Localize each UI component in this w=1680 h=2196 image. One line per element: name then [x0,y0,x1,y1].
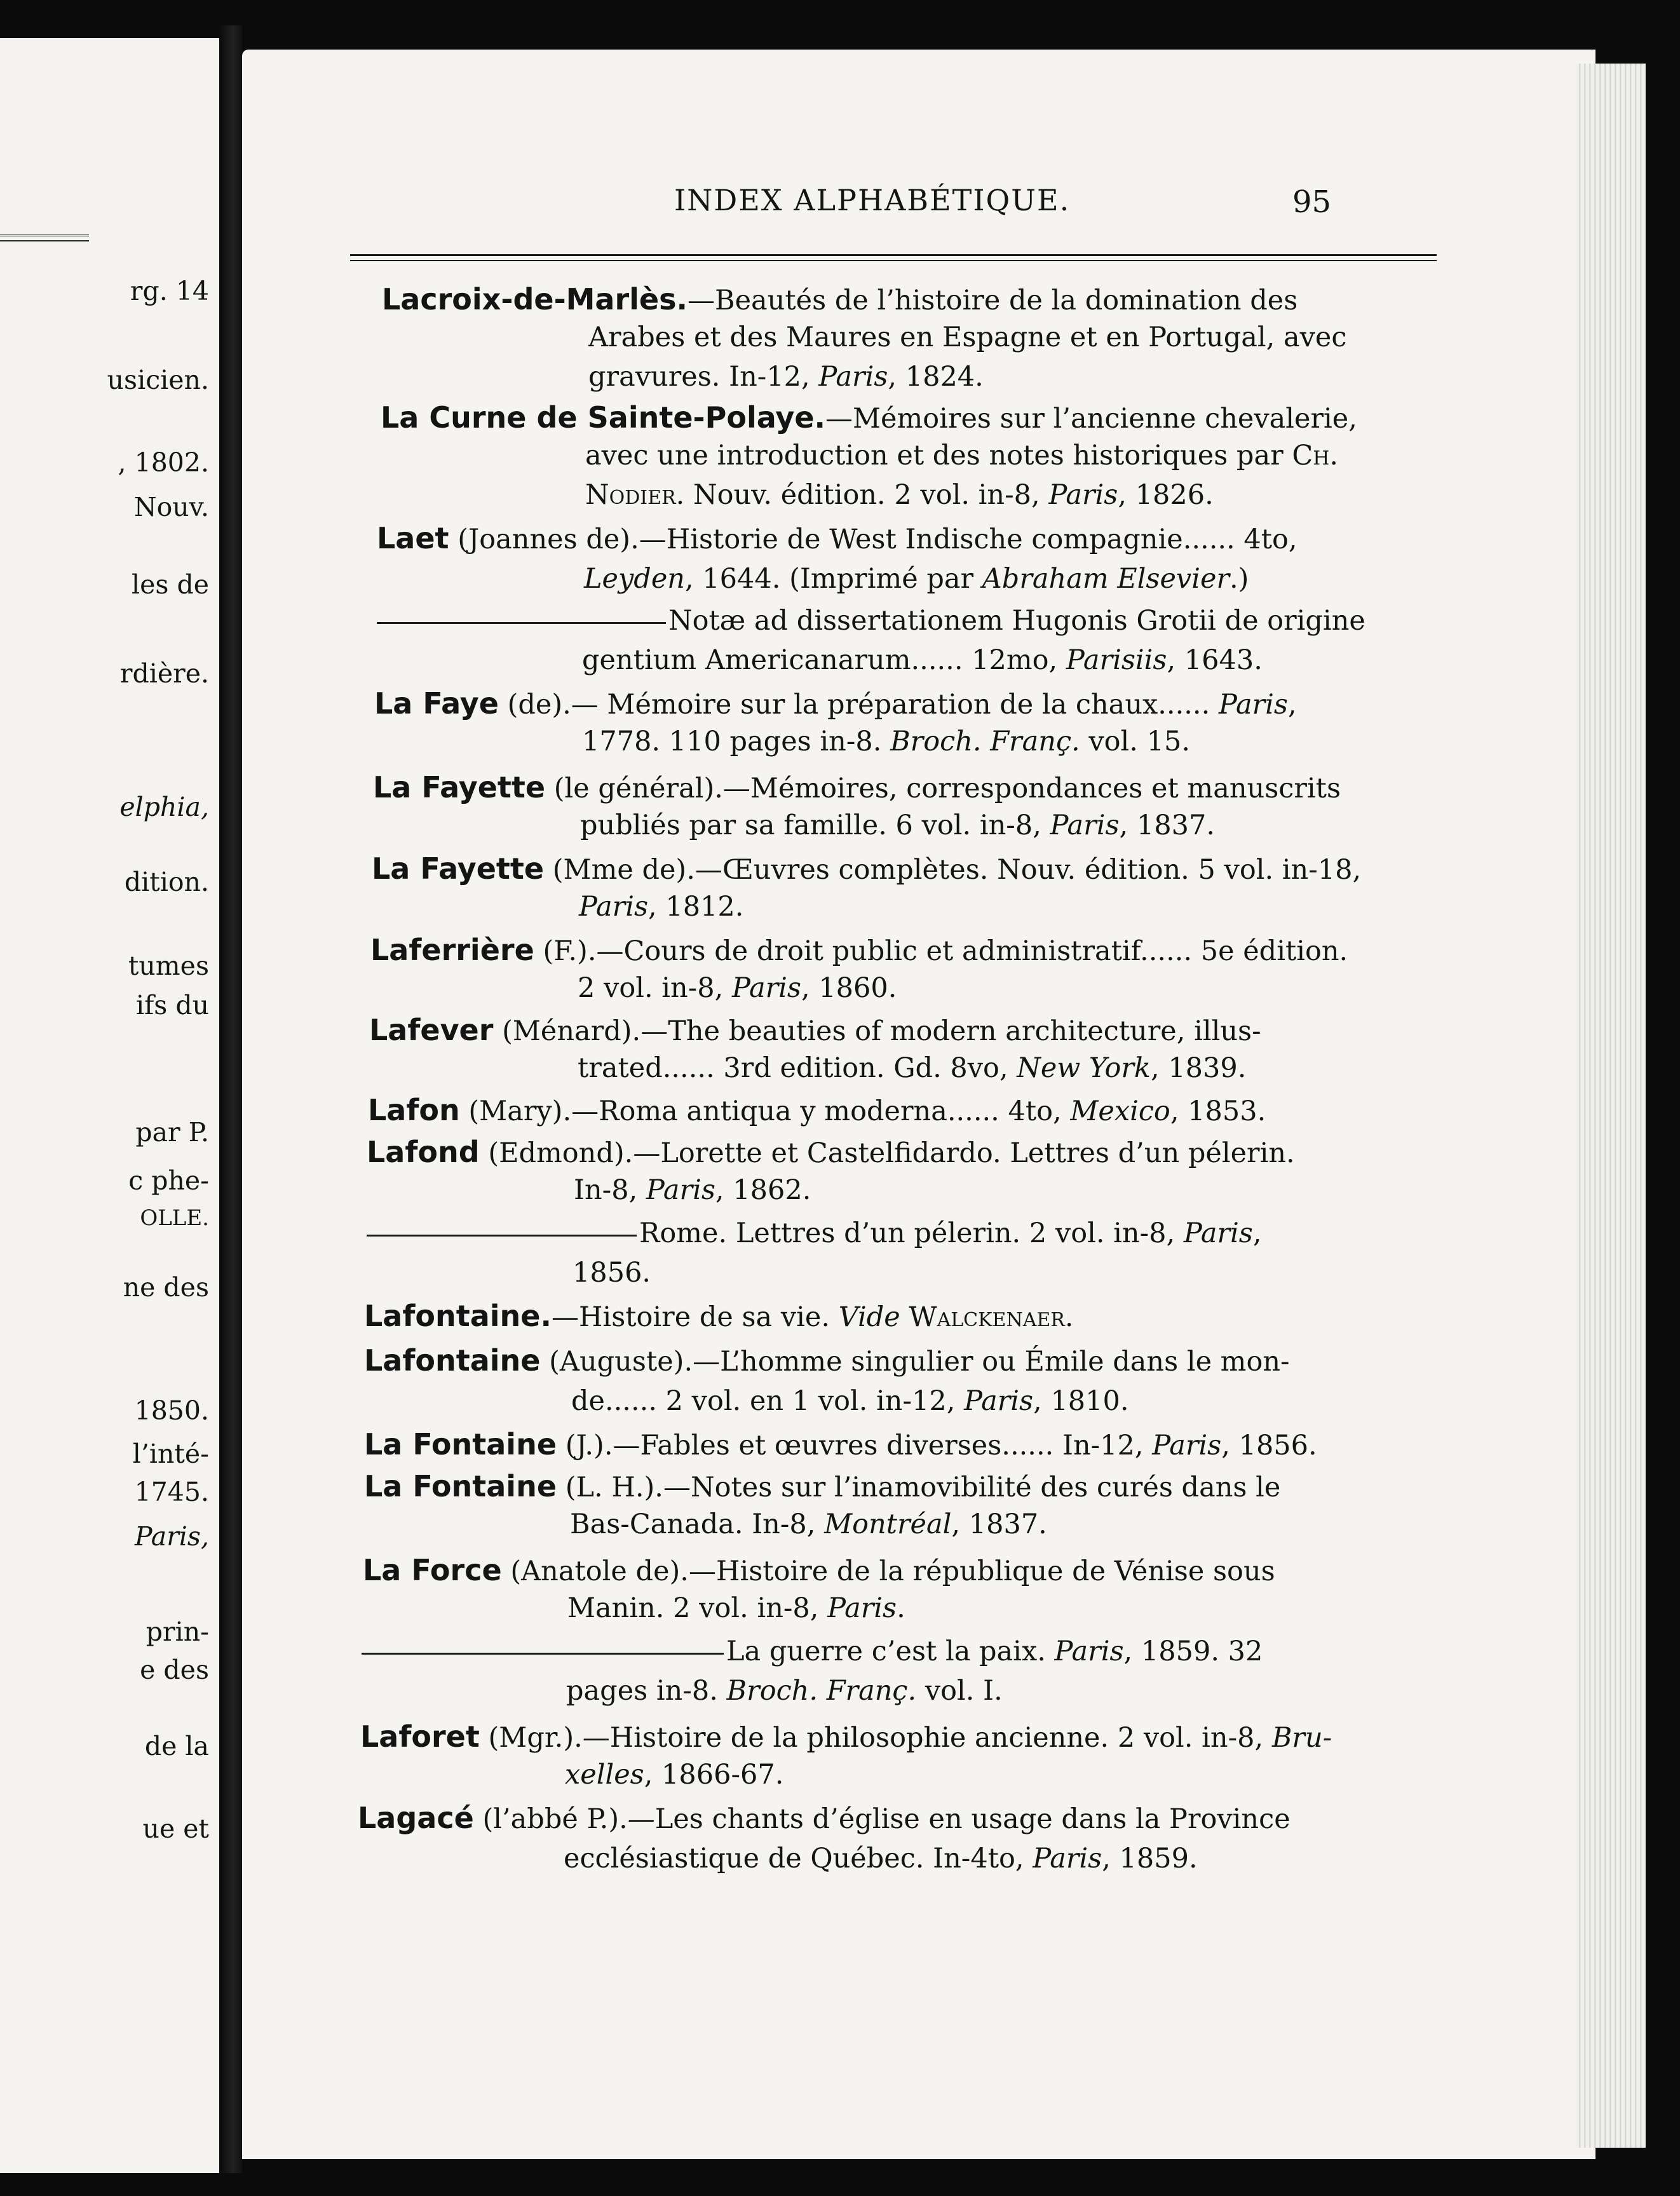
facing-page-text-fragment: les de [132,569,209,600]
running-title: INDEX ALPHABÉTIQUE. [674,183,1071,217]
entry-text: (Ménard).—The beauties of modern architecture, illus- [493,1015,1261,1047]
index-entry-line [369,1015,1261,1045]
entry-headword: Lafever [369,1013,494,1047]
facing-page-text-fragment: , 1802. [118,447,209,478]
entry-headword: La Fayette [372,851,545,886]
entry-place: Bru- [1271,1722,1332,1754]
entry-text: —Histoire de sa vie. [551,1301,839,1333]
entry-text: , 1826. [1118,479,1214,511]
facing-page-text-fragment: par P. [135,1117,209,1148]
index-entry-line [367,1137,1295,1167]
entry-place: Paris [646,1174,715,1206]
entry-headword: Lafon [368,1093,460,1127]
entry-headword: La Fayette [373,770,546,804]
index-entry-line [588,324,1346,351]
entry-author: Nodier [585,479,676,511]
entry-text: .) [1229,563,1249,595]
facing-page-text-fragment: Nouv. [133,492,209,522]
entry-headword: Laferrière [370,933,534,967]
index-entry-line [368,1095,1266,1125]
entry-text: pages in-8. [566,1675,727,1707]
book-gutter [219,25,242,2173]
index-entry-line [373,770,1341,804]
index-entry-line [566,1675,1003,1707]
entry-place: Paris [1218,689,1288,721]
index-entry-line [578,1052,1247,1084]
entry-text: , 1837. [951,1508,1047,1540]
index-entry-line [567,1592,905,1624]
index-entry-line [579,893,743,921]
ditto-rule [367,1235,637,1237]
facing-page-rule [0,234,89,241]
entry-series: Broch. Franç. [890,726,1080,757]
entry-text: —Beautés de l’histoire de la domination des [687,285,1298,316]
facing-page-text-fragment: prin- [146,1616,209,1647]
entry-place: Paris [964,1385,1034,1417]
entry-text: Notæ ad dissertationem Hugonis Grotii de origine [668,605,1365,637]
entry-text: , 1856. [1221,1430,1317,1461]
ditto-rule [362,1653,724,1655]
entry-text: de...... 2 vol. en 1 vol. in-12, [571,1385,965,1417]
entry-place: Paris [1183,1217,1253,1249]
entry-text: (Auguste).—L’homme singulier ou Émile dans le mon- [540,1346,1290,1378]
entry-text: , 1839. [1150,1052,1247,1084]
entry-text: 1778. 110 pages in-8. [582,726,891,757]
entry-text: Manin. 2 vol. in-8, [567,1592,828,1624]
entry-text: (F.).—Cours de droit public et administratif...... 5e édition. [534,935,1348,967]
index-entry-line [582,728,1190,756]
entry-text: . [897,1592,905,1624]
entry-text: , 1810. [1033,1385,1129,1417]
ditto-rule [377,622,666,624]
entry-place: Paris [1152,1430,1222,1461]
entry-text: , [1287,689,1297,721]
entry-text: (L. H.).—Notes sur l’inamovibilité des curés dans le [557,1472,1281,1503]
entry-headword: Lafond [367,1135,480,1169]
entry-text: gravures. In-12, [588,361,819,393]
entry-place: Paris [1050,810,1120,841]
entry-text-italic: Vide [838,1301,900,1333]
book-page [242,50,1595,2159]
entry-text: vol. I. [916,1675,1003,1707]
entry-text: (Mme de).—Œuvres complètes. Nouv. édition. 5 vol. in-18, [544,854,1362,886]
index-entry-line [364,1301,1074,1331]
index-entry-line [588,363,984,391]
entry-text: , 1824. [888,361,984,393]
index-entry-line [565,1761,783,1789]
facing-page-text-fragment: rg. 14 [130,276,209,306]
entry-place: Paris [818,361,888,393]
facing-page-text-fragment: tumes [128,951,209,981]
entry-text: 2 vol. in-8, [578,972,732,1004]
index-entry-line [572,1259,651,1287]
entry-text: Rome. Lettres d’un pélerin. 2 vol. in-8, [639,1217,1184,1249]
entry-place: Paris [1048,479,1118,511]
entry-headword: La Force [363,1553,502,1587]
facing-page-text-fragment: usicien. [107,365,209,395]
entry-place: Paris [731,972,801,1004]
entry-text: vol. 15. [1080,726,1191,757]
page-number: 95 [1292,184,1332,220]
entry-text: (le général).—Mémoires, correspondances et manuscrits [545,773,1341,804]
index-entry-line [360,1719,1332,1754]
entry-headword: La Fontaine [364,1469,557,1503]
entry-text: avec une introduction et des notes historiques par [585,440,1292,471]
index-entry-line [585,442,1338,470]
entry-text: (Joannes de).—Historie de West Indische compagnie...... 4to, [449,524,1297,555]
index-entry-line [364,1343,1290,1378]
index-entry-line [364,1427,1317,1461]
entry-text: gentium Americanarum...... 12mo, [582,644,1066,676]
entry-text: (Mary).—Roma antiqua y moderna...... 4to, [459,1095,1071,1127]
facing-page-text-fragment: rdière. [119,658,209,689]
index-entry-line [381,400,1357,435]
entry-text: , 1643. [1167,644,1263,676]
entry-headword: Laforet [360,1719,480,1754]
entry-headword: Lacroix-de-Marlès. [382,282,688,316]
entry-text: , 1644. (Imprimé par [684,563,982,595]
index-entry-line [585,479,1214,511]
facing-page-text-fragment: ifs du [135,990,209,1020]
entry-place: Parisiis [1066,644,1167,676]
entry-text: , 1859. 32 [1123,1636,1263,1667]
index-entry-line [564,1845,1198,1873]
entry-place: Mexico [1070,1095,1170,1127]
entry-text: , 1812. [648,891,744,923]
index-entry-line [571,1385,1129,1417]
index-entry-line [374,686,1297,721]
entry-text: La guerre c’est la paix. [726,1636,1055,1667]
index-entry-line [370,935,1348,965]
entry-headword: La Curne de Sainte-Polaye. [381,400,825,435]
entry-place: Paris [1054,1636,1124,1667]
entry-text: ecclésiastique de Québec. In-4to, [564,1843,1033,1874]
entry-headword: Laet [377,521,449,555]
entry-text: Bas-Canada. In-8, [570,1508,825,1540]
entry-text: , 1866-67. [644,1759,784,1791]
entry-text: (de).— Mémoire sur la préparation de la chaux...... [498,689,1219,721]
facing-page-text-fragment: Paris, [135,1521,209,1552]
entry-text: (Mgr.).—Histoire de la philosophie ancienne. 2 vol. in-8, [479,1722,1272,1754]
entry-place: Leyden [584,563,685,595]
entry-place: Paris [827,1592,897,1624]
entry-headword: La Fontaine [364,1427,557,1461]
facing-page-text-fragment: e des [140,1655,209,1685]
entry-text: 1856. [572,1257,651,1289]
facing-page-text-fragment: OLLE. [140,1205,209,1231]
entry-place: xelles [565,1759,644,1791]
index-entry-line [570,1508,1047,1540]
index-entry-line [363,1553,1275,1587]
entry-text: In-8, [574,1174,646,1206]
entry-headword: Lafontaine. [364,1299,552,1333]
entry-headword: Lafontaine [364,1343,541,1378]
index-entry-line [372,851,1362,886]
index-entry-line [377,607,1365,635]
entry-text: , 1862. [715,1174,811,1206]
facing-page-text-fragment: ue et [142,1813,209,1844]
entry-text: (J.).—Fables et œuvres diverses...... In-12, [557,1430,1153,1461]
page-stack-edges [1576,64,1646,2148]
facing-page-text-fragment: 1850. [134,1395,209,1426]
entry-headword: La Faye [374,686,499,721]
facing-page-fragment [0,38,219,2173]
entry-text: —Mémoires sur l’ancienne chevalerie, [825,403,1357,435]
index-entry-line [382,282,1465,316]
index-entries [242,50,1595,2159]
entry-text: . Nouv. édition. 2 vol. in-8, [675,479,1049,511]
index-entry-line [364,1469,1281,1503]
facing-page-text-fragment: l’inté- [132,1439,209,1469]
index-entry-line [367,1217,1262,1249]
entry-author: Walckenaer. [900,1301,1074,1333]
index-entry-line [358,1803,1290,1833]
index-entry-line [578,972,897,1004]
entry-place: Montréal [824,1508,952,1540]
facing-page-text-fragment: dition. [124,867,209,897]
entry-text: , [1252,1217,1262,1249]
index-entry-line [582,644,1263,676]
index-entry-line [377,521,1297,555]
entry-text: , 1859. [1102,1843,1198,1874]
entry-text: , 1837. [1119,810,1215,841]
entry-text: (Anatole de).—Histoire de la république de Vénise sous [501,1556,1275,1587]
facing-page-text-fragment: 1745. [134,1477,209,1507]
entry-series: Broch. Franç. [726,1675,917,1707]
entry-text: , 1860. [801,972,897,1004]
index-entry-line [362,1638,1263,1665]
index-entry-line [584,563,1249,595]
index-entry-line [574,1174,811,1206]
entry-printer: Abraham Elsevier [982,563,1230,595]
entry-place: New York [1017,1052,1151,1084]
entry-text: trated...... 3rd edition. Gd. 8vo, [578,1052,1017,1084]
facing-page-text-fragment: ne des [123,1272,209,1303]
facing-page-text-fragment: de la [144,1731,209,1761]
entry-text: Arabes et des Maures en Espagne et en Portugal, avec [588,322,1347,353]
entry-author: Ch. [1292,440,1339,471]
entry-place: Paris [1033,1843,1102,1874]
facing-page-text-fragment: c phe- [128,1165,209,1196]
facing-page-text-fragment: elphia, [119,792,209,822]
entry-text: (Edmond).—Lorette et Castelfidardo. Lettres d’un pélerin. [479,1137,1295,1169]
entry-place: Paris [579,891,649,923]
entry-text: , 1853. [1170,1095,1266,1127]
entry-headword: Lagacé [358,1801,474,1835]
entry-text: (l’abbé P.).—Les chants d’église en usage dans la Province [473,1803,1290,1835]
entry-text: publiés par sa famille. 6 vol. in-8, [580,810,1050,841]
index-entry-line [580,812,1215,839]
